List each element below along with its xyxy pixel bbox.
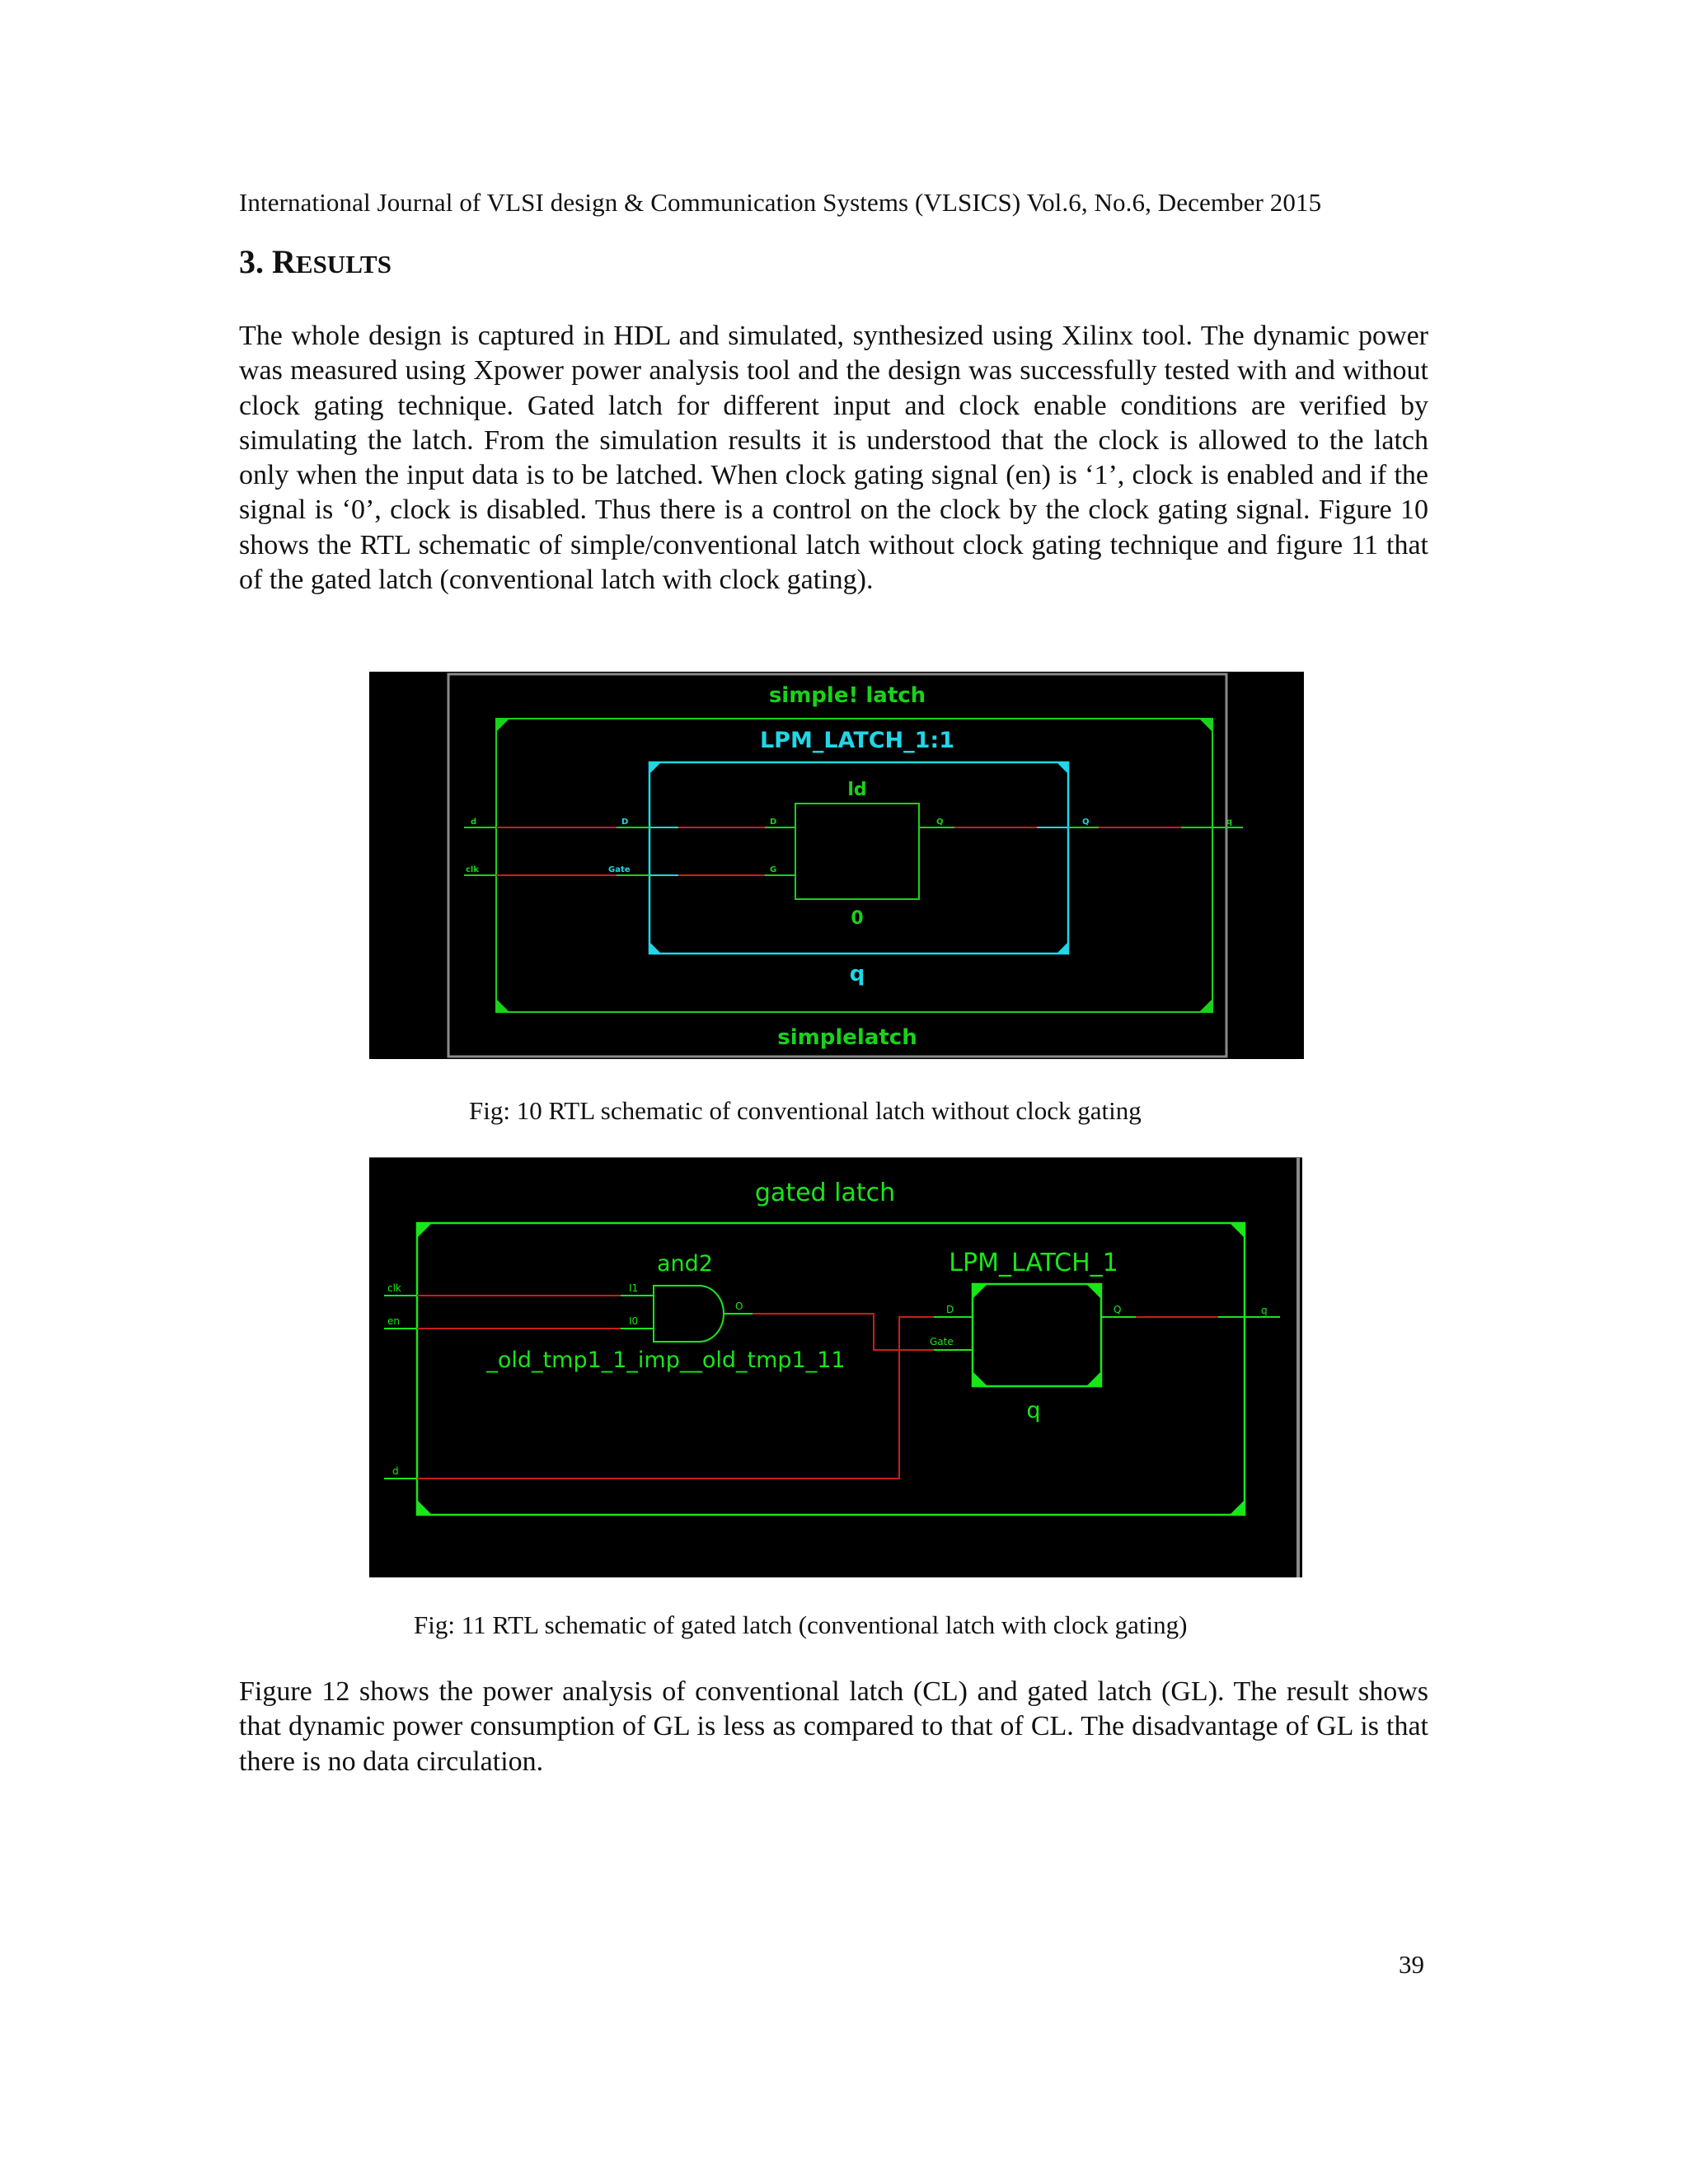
figure-11-caption: Fig: 11 RTL schematic of gated latch (conventional latch with clock gating) xyxy=(414,1610,1188,1639)
figure-10-caption: Fig: 10 RTL schematic of conventional latch without clock gating xyxy=(469,1096,1142,1125)
fig11-pin-gate: Gate xyxy=(930,1336,954,1347)
fig11-pin-i0: I0 xyxy=(629,1315,639,1327)
fig10-pin-d-outer: D xyxy=(621,818,629,827)
running-head: International Journal of VLSI design & Communication Systems (VLSICS) Vol.6, No.6, December 2015 xyxy=(239,188,1322,217)
figure-10-schematic xyxy=(369,672,1304,1059)
fig10-port-clk: clk xyxy=(466,865,480,874)
figure-11-schematic xyxy=(369,1157,1302,1577)
fig10-inner-title: LPM_LATCH_1:1 xyxy=(759,728,955,753)
fig11-port-q: q xyxy=(1261,1305,1268,1316)
section-title-rest: ESULTS xyxy=(295,250,392,279)
fig11-pin-o: O xyxy=(735,1301,743,1312)
fig10-inner-bottom: q xyxy=(849,962,865,987)
fig11-pin-q: Q xyxy=(1114,1304,1122,1315)
fig10-pin-d-inner: D xyxy=(770,818,777,827)
fig10-pin-q-inner: Q xyxy=(1082,818,1090,827)
fig11-port-d: d xyxy=(392,1465,399,1477)
section-number: 3. xyxy=(239,243,272,280)
fig10-pin-q-cell: Q xyxy=(936,818,944,827)
figure-10-svg xyxy=(369,672,1304,1059)
fig10-pin-g: G xyxy=(770,865,777,874)
fig10-outer-bottom: simplelatch xyxy=(777,1025,917,1050)
fig10-port-q: q xyxy=(1226,818,1233,827)
fig10-cell-bottom: 0 xyxy=(851,908,864,929)
fig11-port-clk: clk xyxy=(387,1282,401,1294)
results-paragraph-1: The whole design is captured in HDL and simulated, synthesized using Xilinx tool. The dynamic power was measured using Xpower power analysis tool and the design was successfully tested with and without clock gating technique. Gated latch for different input and clock enable conditions are verified by simulating the latch. From the simulation results it is understood that the clock is allowed to the latch only when the input data is to be latched. When clock gating signal (en) is ‘1’, clock is enabled and if the signal is ‘0’, clock is disabled. Thus there is a control on the clock by the clock gating signal. Figure 10 shows the RTL schematic of simple/conventional latch without clock gating technique and figure 11 that of the gated latch (conventional latch with clock gating). xyxy=(239,321,1428,596)
section-title-initial: R xyxy=(272,243,296,280)
fig11-pin-i1: I1 xyxy=(629,1282,639,1294)
figure-11-svg xyxy=(369,1157,1302,1577)
fig11-pin-d: D xyxy=(946,1304,954,1315)
fig10-outer-title: simple! latch xyxy=(768,683,926,708)
fig10-port-d: d xyxy=(471,818,477,827)
fig11-port-en: en xyxy=(387,1315,400,1327)
fig11-latch-bottom: q xyxy=(1026,1398,1041,1423)
fig11-gate-instance: _old_tmp1_1_imp__old_tmp1_11 xyxy=(486,1347,846,1373)
fig11-latch-name: LPM_LATCH_1 xyxy=(949,1249,1118,1277)
fig10-cell-name: ld xyxy=(847,780,867,800)
section-heading xyxy=(239,242,392,281)
results-paragraph-2: Figure 12 shows the power analysis of conventional latch (CL) and gated latch (GL). The result shows that dynamic power consumption of GL is less as compared to that of CL. The disadvantage of GL is that there is no data circulation. xyxy=(239,1676,1428,1777)
page-number: 39 xyxy=(1399,1950,1424,1979)
fig11-gate-name: and2 xyxy=(657,1251,713,1277)
fig10-pin-gate: Gate xyxy=(608,865,631,874)
fig11-outer-title: gated latch xyxy=(754,1179,896,1207)
